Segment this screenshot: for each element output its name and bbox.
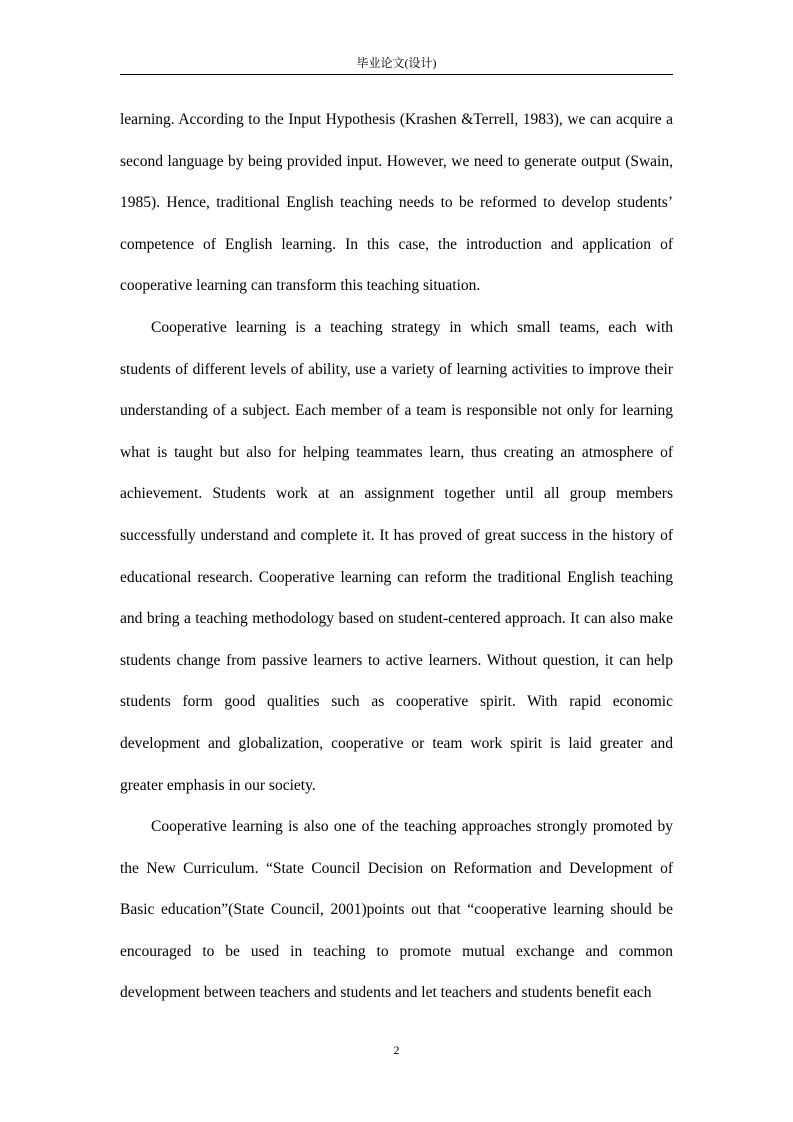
paragraph-curriculum: Cooperative learning is also one of the teaching approaches strongly promoted by the New Curriculum. “State Council Decision on Reformation and Development of Basic education”(State Council, 2001)points out that “cooperative learning should be encouraged to be used in teaching to promote mutual exchange and common development between teachers and students and let teachers and students benefit each (120, 818, 673, 1002)
paragraph-definition: Cooperative learning is a teaching strategy in which small teams, each with students of different levels of ability, use a variety of learning activities to improve their understanding of a subject. Each member of a team is responsible not only for learning what is taught but also for helping teammates learn, thus creating an atmosphere of achievement. Students work at an assignment together until all group members successfully understand and complete it. It has proved of great success in the history of educational research. Cooperative learning can reform the traditional English teaching and bring a teaching methodology based on student-centered approach. It can also make students change from passive learners to active learners. Without question, it can help students form good qualities such as cooperative spirit. With rapid economic development and globalization, cooperative or team work spirit is laid greater and greater emphasis in our society. (120, 318, 673, 794)
header-title: 毕业论文(设计) (356, 56, 437, 70)
page-header (120, 52, 673, 75)
page-number: 2 (393, 1043, 400, 1057)
body-text (120, 99, 673, 1014)
paragraph-continuation: learning. According to the Input Hypothesis (Krashen &Terrell, 1983), we can acquire a second language by being provided input. However, we need to generate output (Swain, 1985). Hence, traditional English teaching needs to be reformed to develop students’ competence of English learning. In this case, the introduction and application of cooperative learning can transform this teaching situation. (120, 111, 673, 295)
